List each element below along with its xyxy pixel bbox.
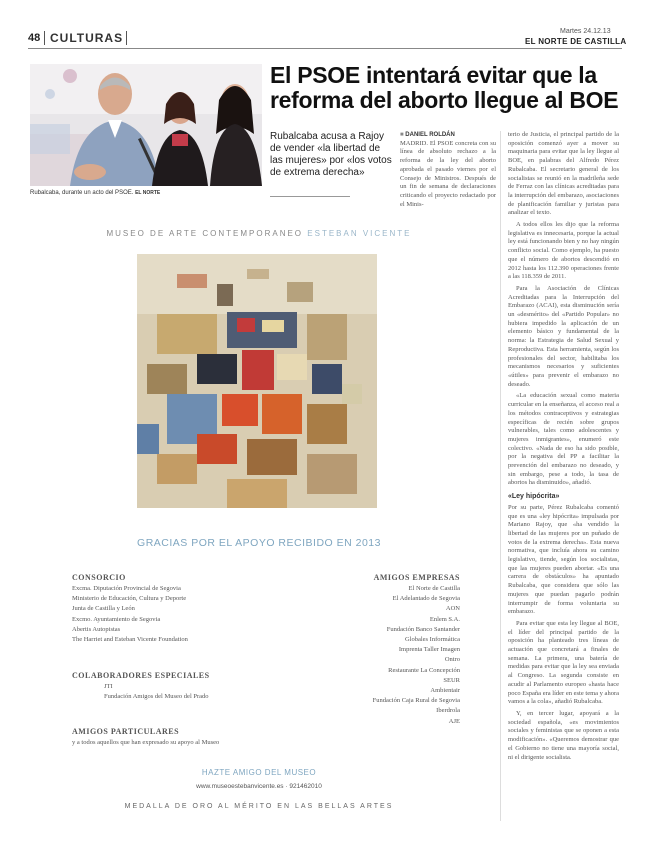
body-paragraph: Y, en tercer lugar, apoyará a la sociedad española, «es movimientos sociales y feministas que se oponen a esta modificación». «Queremos demostrar que el Gobierno no tiene una mayoría social, ni el dirigente socialista.	[508, 710, 619, 761]
article-subhead: Rubalcaba acusa a Rajoy de vender «la libertad de las mujeres» por «los votos de extrema derecha»	[270, 131, 392, 178]
ad-thanks-heading: GRACIAS POR EL APOYO RECIBIDO EN 2013	[137, 537, 381, 549]
body-paragraph: Para evitar que esta ley llegue al BOE, el líder del principal partido de la oposición ha planteado tres líneas de actuación que concretará a finales de semana. La primera, una batería de medidas para evitar que la ley sea enviada al Congreso. La segunda consiste en acudir al Parlamento europeo «hasta hace poco España era líder en este tema y ahora vamos a la cola», añadió Rubalcaba.	[508, 619, 619, 706]
empresas-heading: AMIGOS EMPRESAS	[373, 573, 460, 582]
body-paragraph: A todos ellos les dijo que la reforma legislativa es innecesaria, porque la actual ley está funcionando bien y no hay ningún conflicto social. Como ejemplo, ha puesto que el número de abortos descendió en 2012 hasta los 112.390 operaciones frente a las 118.359 de 2011.	[508, 221, 619, 281]
caption-text: Rubalcaba, durante un acto del PSOE.	[30, 190, 134, 196]
section-subtitle: «Ley hipócrita»	[508, 493, 560, 501]
list-item: Excma. Diputación Provincial de Segovia	[72, 585, 181, 592]
newspaper-name: EL NORTE DE CASTILLA	[525, 37, 627, 46]
list-item: JTI	[104, 683, 113, 691]
divider	[126, 31, 127, 45]
ad-medalla: MEDALLA DE ORO AL MÉRITO EN LAS BELLAS ARTES	[124, 803, 394, 810]
consorcio-list	[72, 584, 292, 645]
article-headline: El PSOE intentará evitar que la reforma del aborto llegue al BOE	[270, 62, 619, 113]
empresas-list	[330, 584, 460, 727]
ad-title-right: ESTEBAN VICENTE	[307, 229, 412, 238]
colaboradores-heading: COLABORADORES ESPECIALES	[72, 671, 210, 681]
column-divider	[500, 131, 501, 821]
list-item: The Harriet and Esteban Vicente Foundation	[72, 636, 188, 644]
page-number: 48	[28, 32, 41, 44]
list-item: AJE	[448, 717, 460, 725]
body-paragraph: terio de Justicia, el principal partido de la oposición comenzó ayer a mover su maquinaria para evitar que la ley llegue al BOE, en palabras del Alfredo Pérez Rubalcaba. El secretario general de los socialistas se reunió en la madrileña sede de Ferraz con las clínicas acreditadas para la interrupción del embarazo, asociaciones de planificación familiar y juristas para analizar el texto.	[508, 131, 619, 217]
list-item: El Norte de Castilla	[408, 585, 460, 592]
list-item: Ontro	[444, 656, 460, 664]
photo-caption	[30, 190, 160, 196]
author-byline	[400, 131, 496, 140]
subhead-rule	[270, 196, 350, 197]
collage-artwork	[137, 254, 377, 508]
list-item: Imprenta Taller Imagen	[398, 646, 460, 654]
list-item: El Adelantado de Segovia	[392, 595, 460, 603]
list-item: Fundación Banco Santander	[386, 625, 460, 633]
particulares-text: y a todos aquellos que han expresado su apoyo al Museo	[72, 738, 220, 746]
list-item: Ministerio de Educación, Cultura y Deporte	[72, 595, 187, 603]
list-item: Globales Informática	[404, 636, 460, 644]
list-item: Ambientair	[430, 687, 460, 695]
header-rule	[28, 48, 622, 49]
list-item: Excmo. Ayuntamiento de Segovia	[72, 615, 161, 623]
list-item: SEUR	[443, 676, 460, 684]
people-photo-illustration	[30, 64, 262, 186]
list-item: AON	[445, 605, 460, 613]
divider	[44, 31, 45, 45]
list-item: Fundación Amigos del Museo del Prado	[104, 693, 209, 701]
ad-left-column	[72, 573, 292, 748]
section-title: CULTURAS	[50, 31, 124, 45]
list-item: Iberdrola	[436, 707, 460, 715]
ad-right-column	[330, 573, 460, 727]
list-item: Enlem S.A.	[429, 615, 460, 623]
article-photo	[30, 64, 262, 186]
body-paragraph: MADRID. El PSOE concreta con su línea de absoluto rechazo a la reforma de la ley del aborto aprobada el pasado viernes por el Consejo de Ministros. Después de un fin de semana de declaraciones criticando el proyecto redactado por el Minis-	[400, 139, 496, 208]
ad-title	[36, 229, 482, 238]
body-paragraph: «La educación sexual como materia curricular en la enseñanza, el acceso real a los métodos contraceptivos y estrategias específicas de recién sobre grupos vulnerables, tales como adolescentes y mujeres inmigrantes», enumeró este colectivo. «Nada de eso ha sido posible, por la negativa del PP a facilitar la prevención del embarazo no deseado, y sin embargo, pese a todo, la tasa de abortos ha disminuido», añadió.	[508, 392, 619, 487]
body-paragraph: Por su parte, Pérez Rubalcaba comentó que es una «ley hipócrita» impulsada por Mariano Rajoy, que «ha vendido la libertad de las mujeres por un puñado de votos de la extrema derecha». Esta nueva normativa, que incluía ahora su camino legislativo, tiende, según los socialistas, que las mujeres pueden abortar. «Es una carrera de obstáculos» ha apuntado Rubalcaba, que considera que sólo las mujeres que puedan pagarlo podrán interrumpir de forma voluntaria su embarazo.	[508, 503, 619, 616]
issue-date: Martes 24.12.13	[560, 28, 611, 35]
photo-credit: EL NORTE	[135, 190, 161, 196]
author-name: DANIEL ROLDÁN	[405, 132, 455, 138]
particulares-heading: AMIGOS PARTICULARES	[72, 726, 180, 736]
article-column-2	[508, 131, 619, 762]
colaboradores-list	[72, 682, 292, 702]
ad-hazte-amigo: HAZTE AMIGO DEL MUSEO	[201, 768, 317, 777]
consorcio-heading: CONSORCIO	[72, 573, 126, 582]
list-item: Abertis Autopistas	[72, 625, 121, 633]
list-item: Fundación Caja Rural de Segovia	[372, 697, 460, 705]
list-item: Restaurante La Concepción	[388, 666, 460, 674]
body-paragraph: Para la Asociación de Clínicas Acreditadas para la Interrupción del Embarazo (ACAI), esta disminución sería un «desmérito» del «Partido Popular» no hubiera impedido la aplicación de un elemento básico y fundamental de la norma: la Estrategia de Salud Sexual y Reproductiva. Esta herramienta, según los profesionales del sector, habilitaba los mecanismos necesarios y suficientes «útiles» para prevenir el embarazo no deseado.	[508, 284, 619, 388]
list-item: Junta de Castilla y León	[72, 605, 135, 613]
ad-title-left: MUSEO DE ARTE CONTEMPORANEO	[106, 229, 304, 238]
article-column-1	[400, 131, 496, 209]
ad-contact: www.museoestebanvicente.es · 921462010	[196, 783, 322, 790]
byline-marker-icon: ■	[400, 132, 406, 138]
artwork-painting	[137, 254, 377, 508]
